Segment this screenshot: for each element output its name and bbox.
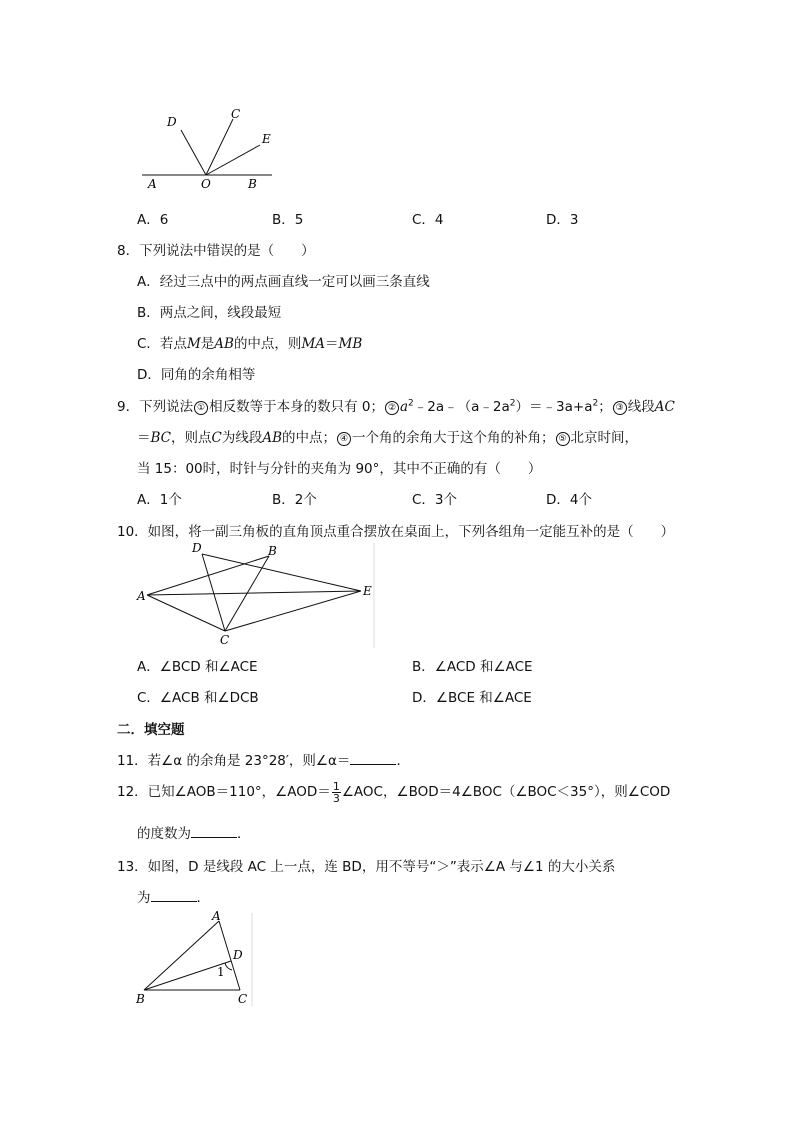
fraction-one-third: $\frac{1}{3}$ — [332, 779, 340, 805]
q7-option-b: B．5 — [272, 212, 304, 228]
label-d: D — [233, 948, 243, 962]
q9-option-c: C．3个 — [412, 492, 458, 508]
q11: 11．若∠α 的余角是 23°28′，则∠α＝ ． — [117, 753, 410, 769]
q12-line1: 12．已知∠AOB＝110°，∠AOD＝ $\frac{1}{3}$ ∠AOC，∠BOD＝4∠BOC（∠BOC＜35°），则∠COD — [117, 779, 671, 805]
label-a: A — [212, 909, 221, 923]
q13-line1: 13．如图，D 是线段 AC 上一点，连 BD，用不等号“＞”表示∠A 与∠1 的大小关系 — [117, 859, 616, 875]
q10-option-c: C．∠ACB 和∠DCB — [137, 690, 259, 706]
label-o: O — [201, 177, 211, 191]
ray-oe — [206, 145, 260, 175]
q10-option-a: A．∠BCD 和∠ACE — [137, 659, 258, 675]
q8-option-a: A．经过三点中的两点画直线一定可以画三条直线 — [137, 274, 430, 290]
label-c: C — [220, 633, 230, 647]
q9-option-b: B．2个 — [272, 492, 317, 508]
q9-option-d: D．4个 — [546, 492, 592, 508]
q8-c-label: C．若点 — [137, 336, 187, 352]
label-b: B — [268, 544, 277, 558]
q9-option-a: A．1个 — [137, 492, 182, 508]
q11-answer-blank[interactable] — [350, 752, 396, 765]
label-e: E — [262, 132, 271, 146]
q8-option-b: B．两点之间，线段最短 — [137, 305, 282, 321]
q8-option-c: C．若点M是AB的中点，则MA＝MB — [137, 336, 363, 352]
q9-line3: 当 15：00时，时针与分针的夹角为 90°，其中不正确的有（ ） — [137, 461, 542, 477]
label-b: B — [248, 177, 257, 191]
label-b: B — [136, 992, 145, 1006]
section-title: 二．填空题 — [117, 722, 185, 738]
label-d: D — [192, 541, 202, 555]
q7-option-c: C．4 — [412, 212, 444, 228]
label-a: A — [137, 589, 146, 603]
label-c: C — [238, 992, 248, 1006]
q7-option-a: A．6 — [137, 212, 169, 228]
q10-option-d: D．∠BCE 和∠ACE — [412, 690, 532, 706]
q10-stem: 10．如图，将一副三角板的直角顶点重合摆放在桌面上，下列各组角一定能互补的是（ ） — [117, 524, 675, 540]
ray-oc — [206, 119, 233, 175]
label-1: 1 — [217, 965, 225, 979]
q9-line1: 9．下列说法 ① 相反数等于本身的数只有 0； ② $a^2﹣2a﹣(a﹣2a^2)=﹣3a+a^2$； ③ 线段AC — [117, 398, 675, 415]
q8-stem: 8．下列说法中错误的是（ ） — [117, 243, 315, 259]
q8-option-d: D．同角的余角相等 — [137, 367, 256, 383]
q9-line2: ＝BC，则点C为线段AB的中点； ④ 一个角的余角大于这个角的补角； ⑤ 北京时间， — [137, 430, 639, 446]
ray-od — [181, 130, 206, 175]
label-a: A — [148, 177, 157, 191]
q10-option-b: B．∠ACD 和∠ACE — [412, 659, 533, 675]
label-d: D — [167, 115, 177, 129]
q10-figure — [134, 538, 379, 650]
q12-answer-blank[interactable] — [191, 825, 237, 838]
label-c: C — [231, 107, 241, 121]
q13-answer-blank[interactable] — [151, 889, 197, 902]
q13-figure — [134, 908, 259, 1008]
q7-figure — [136, 100, 286, 195]
q7-option-d: D．3 — [546, 212, 579, 228]
q12-line2: 的度数为 ． — [137, 826, 251, 842]
q13-line2: 为 ． — [137, 890, 210, 906]
label-e: E — [363, 584, 372, 598]
